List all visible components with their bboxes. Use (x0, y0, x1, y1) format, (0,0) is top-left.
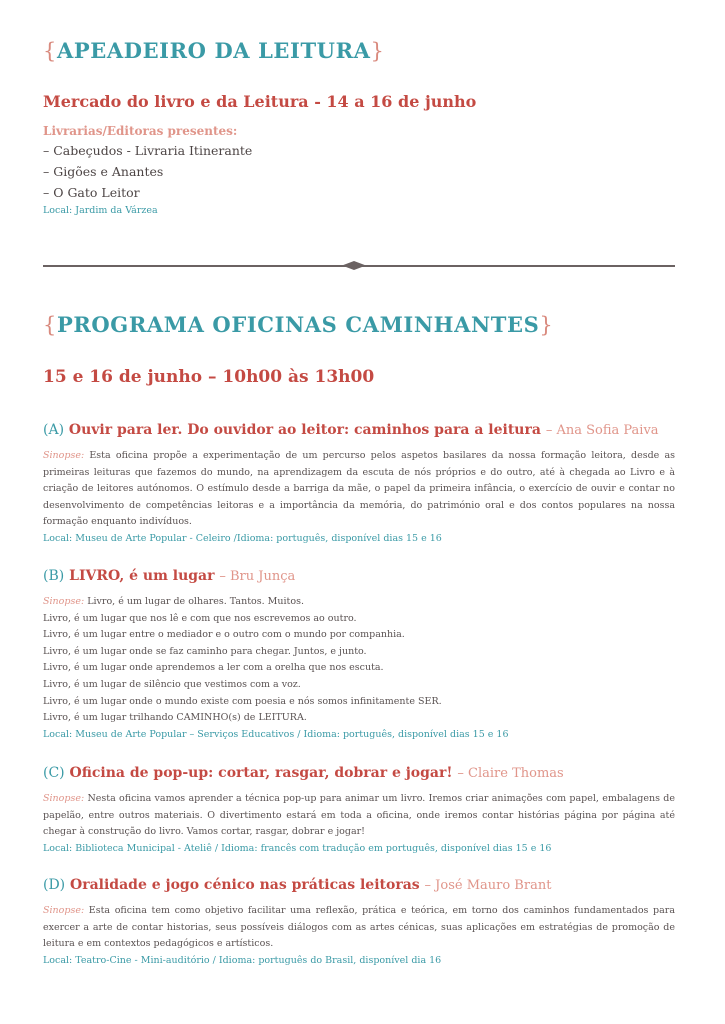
bookseller-item: – Gigões e Anantes (43, 164, 164, 179)
market-subtitle: Mercado do livro e da Leitura - 14 a 16 de junho (43, 92, 477, 111)
workshop-title (43, 568, 675, 584)
synopsis-line: Livro, é um lugar onde se faz caminho para chegar. Juntos, e junto. (43, 645, 367, 657)
workshop-letter: (A) (43, 422, 65, 438)
synopsis-line: Livro, é um lugar entre o mediador e o outro com o mundo por companhia. (43, 629, 405, 641)
section-title-programa (43, 312, 553, 337)
synopsis-text: Esta oficina tem como objetivo facilitar uma reflexão, prática e teórica, em torno dos caminhos fundamentados para exercer a arte de contar historias, seus possíveis diálogos com as artes cénicas, suas aplicações em estratégias de promoção de leitura e em contextos pedagógicos e artísticos. (43, 905, 675, 950)
workshop-synopsis (43, 594, 675, 743)
synopsis-text: Esta oficina propõe a experimentação de um percurso pelos aspetos basilares da nossa formação leitora, desde as primeiras leituras que fazemos do mundo, na aprendizagem da escuta de nós próprios e do outro, até à chegada ao Livro e à criação de leitores autónomos. O estímulo desde a barriga da mãe, o papel da primeira infância, o exercício de ouvir e contar no desenvolvimento de competências leitoras e a importância da memória, do património oral e dos contos populares na nossa formação enquanto indivíduos. (43, 450, 675, 528)
brace-open: { (43, 39, 57, 63)
workshop-synopsis (43, 791, 675, 857)
section-title-apeadeiro (43, 38, 385, 63)
workshop-title-text: Oficina de pop-up: cortar, rasgar, dobrar e jogar! (69, 765, 453, 781)
synopsis-line: Livro, é um lugar onde o mundo existe com poesia e nós somos infinitamente SER. (43, 695, 442, 707)
synopsis-text: Nesta oficina vamos aprender a técnica pop-up para animar um livro. Iremos criar animações com papel, embalagens de papelão, entre outros materiais. O divertimento estará em toda a oficina, onde iremos contar histórias página por página até chegar à construção do livro. Vamos cortar, rasgar, dobrar e jogar! (43, 793, 675, 838)
workshop-letter: (B) (43, 568, 65, 584)
brace-close: } (370, 39, 385, 63)
brace-close: } (539, 313, 554, 337)
workshop-location: Local: Teatro-Cine - Mini-auditório / Idioma: português do Brasil, disponível dia 16 (43, 954, 442, 966)
synopsis-line: Livro, é um lugar onde aprendemos a ler com a orelha que nos escuta. (43, 662, 384, 674)
synopsis-line: Livro, é um lugar de olhares. Tantos. Muitos. (87, 596, 304, 607)
section-title-text: APEADEIRO DA LEITURA (56, 38, 371, 63)
workshop-title-text: LIVRO, é um lugar (69, 568, 215, 584)
workshop-author: – Ana Sofia Paiva (545, 423, 659, 438)
workshop-author: – José Mauro Brant (424, 878, 552, 893)
workshop-synopsis (43, 448, 675, 548)
workshop-c (43, 765, 675, 857)
market-location: Local: Jardim da Várzea (43, 205, 158, 216)
booksellers-label: Livrarias/Editoras presentes: (43, 124, 238, 138)
workshop-title (43, 765, 675, 781)
section-title-text: PROGRAMA OFICINAS CAMINHANTES (56, 312, 540, 337)
workshop-title (43, 877, 675, 893)
workshop-b (43, 568, 675, 743)
workshop-synopsis (43, 903, 675, 969)
synopsis-line: Livro, é um lugar de silêncio que vestimos com a voz. (43, 678, 301, 690)
workshop-d (43, 877, 675, 969)
synopsis-line: Livro, é um lugar trilhando CAMINHO(s) de LEITURA. (43, 712, 307, 724)
program-date: 15 e 16 de junho – 10h00 às 13h00 (43, 367, 375, 387)
workshop-location: Local: Museu de Arte Popular – Serviços Educativos / Idioma: português, disponível dias 15 e 16 (43, 728, 509, 740)
synopsis-label: Sinopse: (43, 905, 85, 916)
workshop-location: Local: Museu de Arte Popular - Celeiro /Idioma: português, disponível dias 15 e 16 (43, 532, 442, 544)
booksellers-block (43, 124, 252, 216)
synopsis-label: Sinopse: (43, 793, 85, 804)
workshop-author: – Claire Thomas (457, 766, 564, 781)
workshop-title-text: Ouvir para ler. Do ouvidor ao leitor: caminhos para a leitura (68, 422, 541, 438)
divider-diamond-icon (342, 261, 366, 270)
bookseller-item: – O Gato Leitor (43, 185, 140, 200)
synopsis-line: Livro, é um lugar que nos lê e com que nos escrevemos ao outro. (43, 612, 357, 624)
synopsis-label: Sinopse: (43, 450, 85, 461)
workshop-location: Local: Biblioteca Municipal - Ateliê / Idioma: francês com tradução em português, disponível dias 15 e 16 (43, 842, 552, 854)
workshop-a (43, 422, 675, 548)
bookseller-item: – Cabeçudos - Livraria Itinerante (43, 143, 253, 158)
workshop-letter: (D) (43, 877, 66, 893)
brace-open: { (43, 313, 57, 337)
synopsis-label: Sinopse: (43, 596, 85, 607)
workshop-author: – Bru Junça (219, 569, 296, 584)
workshop-title-text: Oralidade e jogo cénico nas práticas leitoras (70, 877, 420, 893)
workshop-title (43, 422, 675, 438)
workshop-letter: (C) (43, 765, 65, 781)
